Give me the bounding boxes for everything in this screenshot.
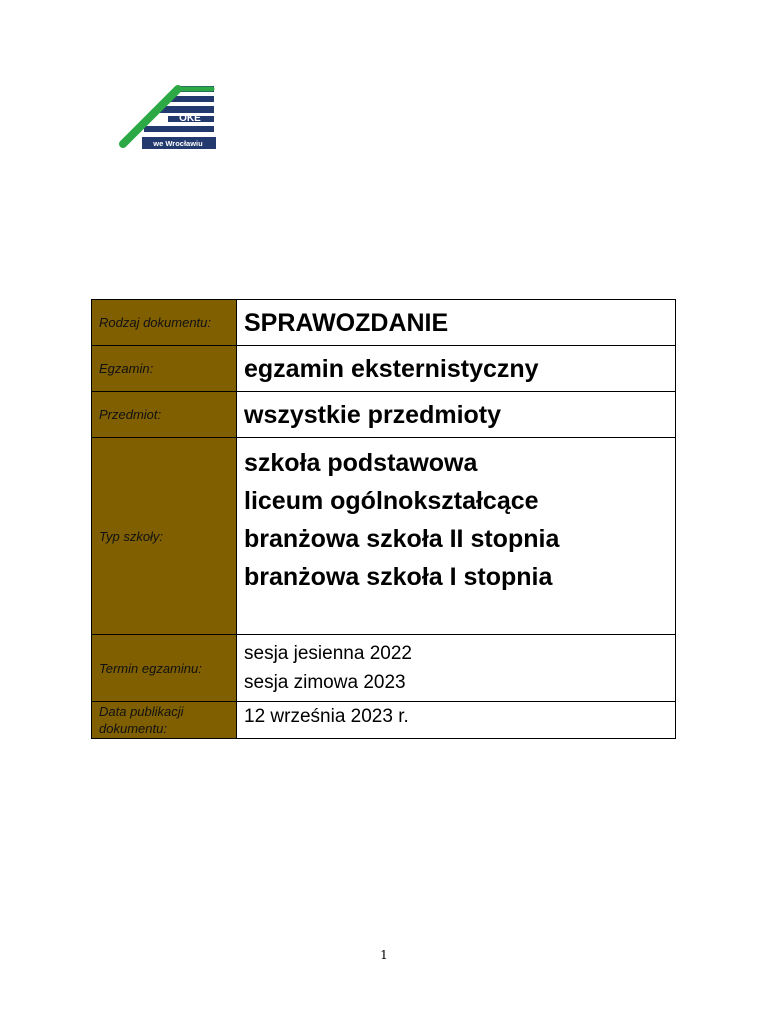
logo-text-main: OKE (179, 113, 201, 124)
value-school-type-2: liceum ogólnokształcące (244, 487, 539, 515)
label-exam: Egzamin: (92, 346, 237, 392)
row-document-type (92, 300, 676, 346)
value-document-type: SPRAWOZDANIE (244, 308, 449, 337)
value-subject: wszystkie przedmioty (244, 400, 502, 429)
value-school-type-1: szkoła podstawowa (244, 449, 478, 477)
label-school-type: Typ szkoły: (92, 438, 237, 635)
value-exam: egzamin eksternistyczny (244, 354, 539, 383)
value-exam-date-1: sesja jesienna 2022 (244, 643, 412, 664)
value-publication-date: 12 września 2023 r. (244, 706, 409, 727)
value-school-type-4: branżowa szkoła I stopnia (244, 563, 553, 591)
row-subject (92, 392, 676, 438)
document-info-table (91, 299, 676, 739)
row-exam-date (92, 635, 676, 702)
label-subject: Przedmiot: (92, 392, 237, 438)
label-document-type: Rodzaj dokumentu: (92, 300, 237, 346)
label-publication-date: Data publikacji dokumentu: (92, 702, 237, 739)
row-exam (92, 346, 676, 392)
value-school-type-3: branżowa szkoła II stopnia (244, 525, 560, 553)
value-exam-date-2: sesja zimowa 2023 (244, 672, 406, 693)
label-exam-date: Termin egzaminu: (92, 635, 237, 702)
logo-text-sub: we Wrocławiu (153, 139, 203, 148)
row-school-type (92, 438, 676, 635)
oke-logo (118, 84, 218, 150)
page-number: 1 (380, 948, 388, 962)
row-publication-date (92, 702, 676, 739)
oke-logo-graphic (118, 84, 218, 150)
